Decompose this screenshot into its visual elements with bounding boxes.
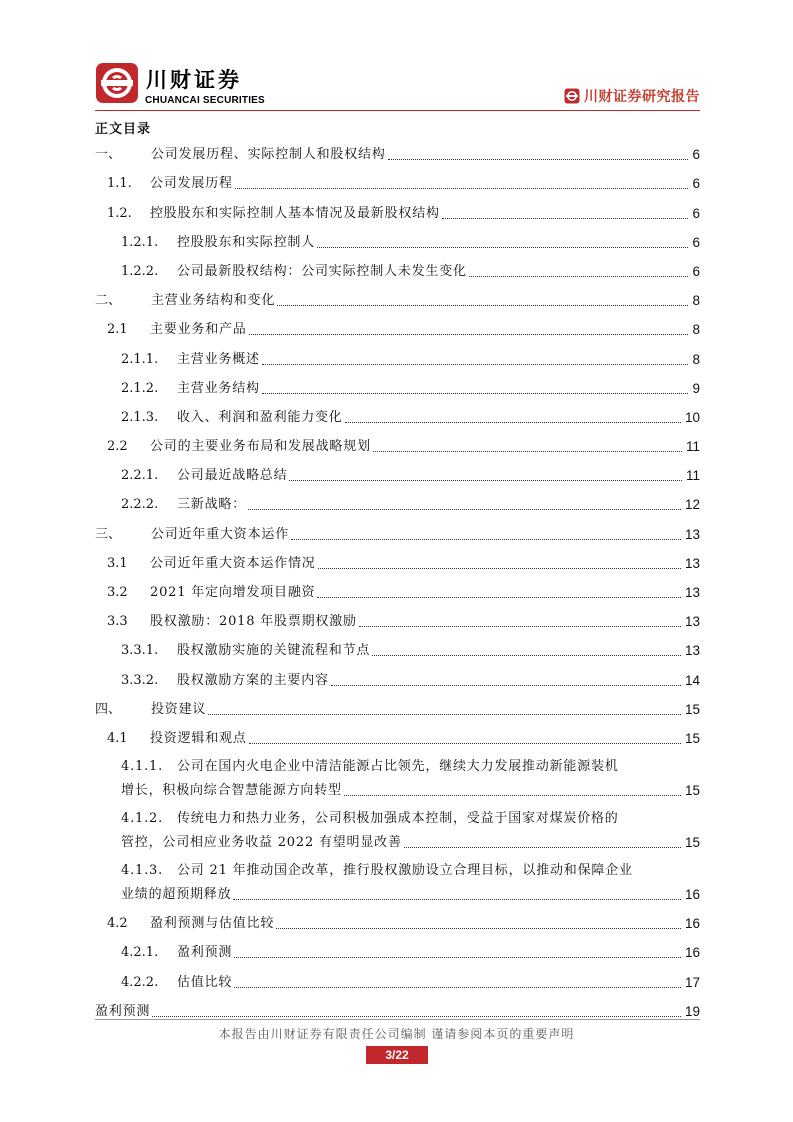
- toc-entry-2-1-3[interactable]: [95, 403, 700, 432]
- report-label: 川财证券研究报告: [584, 89, 700, 105]
- toc-entry-page: 16: [684, 886, 700, 902]
- toc-leader-dots: [359, 626, 681, 627]
- toc-entry-number: 4.2: [107, 916, 128, 932]
- toc-entry-title-continued: 业绩的超预期释放: [121, 886, 232, 902]
- toc-leader-dots: [208, 714, 681, 715]
- toc-entry-number: 3.3.2.: [121, 672, 159, 688]
- toc-entry-number: 3.1: [107, 555, 128, 571]
- toc-leader-dots: [262, 393, 689, 394]
- toc-entry-appendix[interactable]: [95, 997, 700, 1026]
- toc-entry-number: 2.1.3.: [121, 409, 159, 425]
- toc-entry-page: 13: [684, 555, 700, 571]
- toc-entry-number: 二、: [95, 293, 122, 309]
- toc-leader-dots: [344, 795, 681, 796]
- toc-entry-title: 公司最近战略总结: [177, 468, 288, 484]
- toc-entry-title: 主要业务和产品: [150, 322, 247, 338]
- toc-entry-4-2-2[interactable]: [95, 967, 700, 996]
- toc-leader-dots: [318, 568, 681, 569]
- chuancai-small-logo-icon: [564, 88, 580, 104]
- toc-leader-dots: [276, 928, 681, 929]
- toc-leader-dots: [373, 451, 682, 452]
- toc-entry-page: 11: [685, 439, 700, 455]
- chuancai-logo-icon: [95, 62, 139, 104]
- toc-entry-2-1[interactable]: [95, 315, 700, 344]
- toc-leader-dots: [404, 847, 681, 848]
- toc-entry-number: 3.2: [107, 585, 128, 600]
- toc-entry-3-2[interactable]: [95, 578, 700, 607]
- toc-entry-title: 主营业务结构和变化: [151, 293, 276, 309]
- toc-entry-number: 2.1.2.: [121, 380, 159, 396]
- toc-entry-4[interactable]: [95, 695, 700, 724]
- toc-entry-page: 6: [692, 147, 700, 163]
- toc-entry-4-1-2[interactable]: [95, 805, 700, 857]
- toc-entry-title: 收入、利润和盈利能力变化: [177, 409, 343, 425]
- toc-entry-1-2-1[interactable]: [95, 228, 700, 257]
- toc-entry-page: 8: [692, 351, 700, 367]
- toc-entry-title: 公司最新股权结构：公司实际控制人未发生变化: [177, 263, 467, 279]
- toc-leader-dots: [249, 334, 689, 335]
- toc-leader-dots: [289, 480, 682, 481]
- report-badge: [564, 86, 700, 106]
- toc-entry-title: 控股股东和实际控制人: [177, 234, 316, 250]
- toc-entry-page: 19: [684, 1003, 700, 1019]
- toc-entry-number: 4.1: [107, 730, 128, 746]
- toc-entry-number: 一、: [95, 147, 122, 163]
- toc-entry-title: 传统电力和热力业务，公司积极加强成本控制，受益于国家对煤炭价格的: [177, 810, 619, 826]
- toc-entry-number: 三、: [95, 526, 122, 542]
- toc-entry-number: 4.2.1.: [121, 945, 159, 961]
- toc-entry-page: 15: [684, 782, 700, 798]
- toc-entry-number: 1.2.: [107, 205, 132, 221]
- toc-entry-number: 4.1.1.: [121, 758, 164, 774]
- toc-entry-title: 公司近年重大资本运作: [151, 526, 290, 542]
- toc-entry-title: 公司的主要业务布局和发展战略规划: [150, 439, 371, 455]
- toc-entry-4-1[interactable]: [95, 724, 700, 753]
- toc-entry-title: 控股股东和实际控制人基本情况及最新股权结构: [150, 205, 440, 221]
- toc-entry-number: 2.2: [107, 439, 128, 455]
- header-divider: [95, 110, 700, 111]
- toc-leader-dots: [317, 597, 681, 598]
- toc-entry-number: 4.1.3.: [121, 862, 164, 878]
- toc-entry-page: 10: [684, 409, 700, 425]
- toc-leader-dots: [469, 276, 689, 277]
- toc-entry-title-continued: 管控，公司相应业务收益 2022 有望明显改善: [121, 834, 402, 850]
- toc-entry-page: 15: [684, 834, 700, 850]
- toc-leader-dots: [249, 743, 681, 744]
- toc-leader-dots: [317, 247, 688, 248]
- toc-entry-3-1[interactable]: [95, 549, 700, 578]
- toc-entry-title: 估值比较: [177, 974, 233, 990]
- company-name-en: CHUANCAI SECURITIES: [145, 95, 265, 106]
- toc-entry-number: 2.1.1.: [121, 351, 159, 367]
- toc-entry-number: 1.2.2.: [121, 263, 159, 279]
- toc-entry-2-2-2[interactable]: [95, 490, 700, 519]
- toc-entry-title: 公司 21 年推动国企改革，推行股权激励设立合理目标，以推动和保障企业: [177, 862, 633, 878]
- toc-entry-title: 公司近年重大资本运作情况: [150, 555, 316, 571]
- toc-entry-title: 2021 年定向增发项目融资: [150, 585, 316, 600]
- toc-entry-title: 股权激励方案的主要内容: [177, 672, 329, 688]
- toc-entry-page: 17: [684, 974, 700, 990]
- toc-leader-dots: [442, 218, 689, 219]
- toc-entry-title: 盈利预测: [177, 945, 233, 961]
- toc-entry-number: 3.3: [107, 614, 128, 630]
- toc-entry-1[interactable]: [95, 140, 700, 169]
- toc-entry-2-1-1[interactable]: [95, 344, 700, 373]
- toc-leader-dots: [235, 188, 689, 189]
- toc-entry-number: 4.2.2.: [121, 974, 159, 990]
- toc-entry-page: 6: [692, 234, 700, 250]
- toc-leader-dots: [248, 509, 681, 510]
- toc-leader-dots: [152, 1016, 681, 1017]
- toc-leader-dots: [345, 422, 681, 423]
- toc-entry-page: 13: [684, 526, 700, 542]
- toc-entry-page: 15: [684, 730, 700, 746]
- toc-leader-dots: [234, 987, 681, 988]
- toc-entry-page: 6: [692, 263, 700, 279]
- toc-entry-page: 11: [685, 468, 700, 484]
- toc-entry-2-2-1[interactable]: [95, 461, 700, 490]
- toc-entry-page: 15: [684, 701, 700, 717]
- toc-entry-4-2[interactable]: [95, 909, 700, 938]
- toc-entry-3-3-1[interactable]: [95, 636, 700, 665]
- toc-entry-3-3[interactable]: [95, 607, 700, 636]
- toc-entry-page: 8: [692, 293, 700, 309]
- toc-entry-2[interactable]: [95, 286, 700, 315]
- toc-leader-dots: [372, 655, 681, 656]
- toc-entry-number: 3.3.1.: [121, 643, 159, 659]
- toc-entry-3-3-2[interactable]: [95, 665, 700, 694]
- toc-entry-title: 投资逻辑和观点: [150, 730, 247, 746]
- toc-entry-4-1-1[interactable]: [95, 753, 700, 805]
- toc-entry-page: 16: [684, 916, 700, 932]
- toc-leader-dots: [262, 364, 689, 365]
- toc-entry-title: 公司在国内火电企业中清洁能源占比领先，继续大力发展推动新能源装机: [177, 758, 619, 774]
- toc-entry-number: 4.1.2.: [121, 810, 164, 826]
- toc-entry-1-2[interactable]: [95, 198, 700, 227]
- toc-entry-page: 8: [692, 322, 700, 338]
- toc-entry-title-continued: 增长，积极向综合智慧能源方向转型: [121, 782, 342, 798]
- toc-entry-page: 12: [684, 497, 700, 513]
- toc-leader-dots: [388, 159, 689, 160]
- toc-entry-number: 2.2.1.: [121, 468, 159, 484]
- toc-entry-title: 公司发展历程: [150, 176, 233, 192]
- toc-entry-page: 16: [684, 945, 700, 961]
- toc-leader-dots: [234, 957, 681, 958]
- toc-entry-number: 1.2.1.: [121, 234, 159, 250]
- toc-entry-title: 三新战略：: [177, 497, 247, 513]
- toc-leader-dots: [233, 899, 681, 900]
- page-header: [95, 58, 700, 112]
- toc-entry-title: 盈利预测: [95, 1003, 151, 1019]
- toc-leader-dots: [331, 685, 681, 686]
- toc-entry-page: 6: [692, 205, 700, 221]
- toc-leader-dots: [291, 539, 681, 540]
- toc-entry-title: 公司发展历程、实际控制人和股权结构: [151, 147, 386, 163]
- table-of-contents: [95, 140, 700, 1026]
- toc-entry-page: 14: [684, 672, 700, 688]
- toc-entry-title: 股权激励实施的关键流程和节点: [177, 643, 371, 659]
- page-indicator: 3/22: [366, 1046, 428, 1064]
- toc-entry-title: 主营业务概述: [177, 351, 260, 367]
- toc-entry-title: 盈利预测与估值比较: [150, 916, 275, 932]
- toc-entry-2-1-2[interactable]: [95, 374, 700, 403]
- toc-entry-1-1[interactable]: [95, 169, 700, 198]
- toc-entry-4-2-1[interactable]: [95, 938, 700, 967]
- toc-entry-2-2[interactable]: [95, 432, 700, 461]
- toc-entry-number: 2.1: [107, 322, 128, 338]
- footer-divider: [95, 1019, 700, 1020]
- toc-entry-page: 13: [684, 585, 700, 600]
- toc-entry-3[interactable]: [95, 519, 700, 548]
- toc-entry-4-1-3[interactable]: [95, 857, 700, 909]
- toc-entry-number: 1.1.: [107, 176, 132, 192]
- toc-entry-page: 9: [692, 380, 700, 396]
- toc-entry-number: 四、: [95, 701, 122, 717]
- toc-entry-1-2-2[interactable]: [95, 257, 700, 286]
- toc-entry-title: 投资建议: [151, 701, 207, 717]
- toc-entry-title: 主营业务结构: [177, 380, 260, 396]
- toc-entry-page: 6: [692, 176, 700, 192]
- footer-disclaimer: 本报告由川财证券有限责任公司编制 谨请参阅本页的重要声明: [218, 1027, 575, 1041]
- toc-leader-dots: [277, 305, 688, 306]
- toc-entry-number: 2.2.2.: [121, 497, 159, 513]
- toc-entry-page: 13: [684, 614, 700, 630]
- toc-entry-title: 股权激励：2018 年股票期权激励: [150, 614, 357, 630]
- company-name-cn: 川财证券: [146, 68, 242, 92]
- toc-title: 正文目录: [95, 122, 152, 137]
- toc-entry-page: 13: [684, 643, 700, 659]
